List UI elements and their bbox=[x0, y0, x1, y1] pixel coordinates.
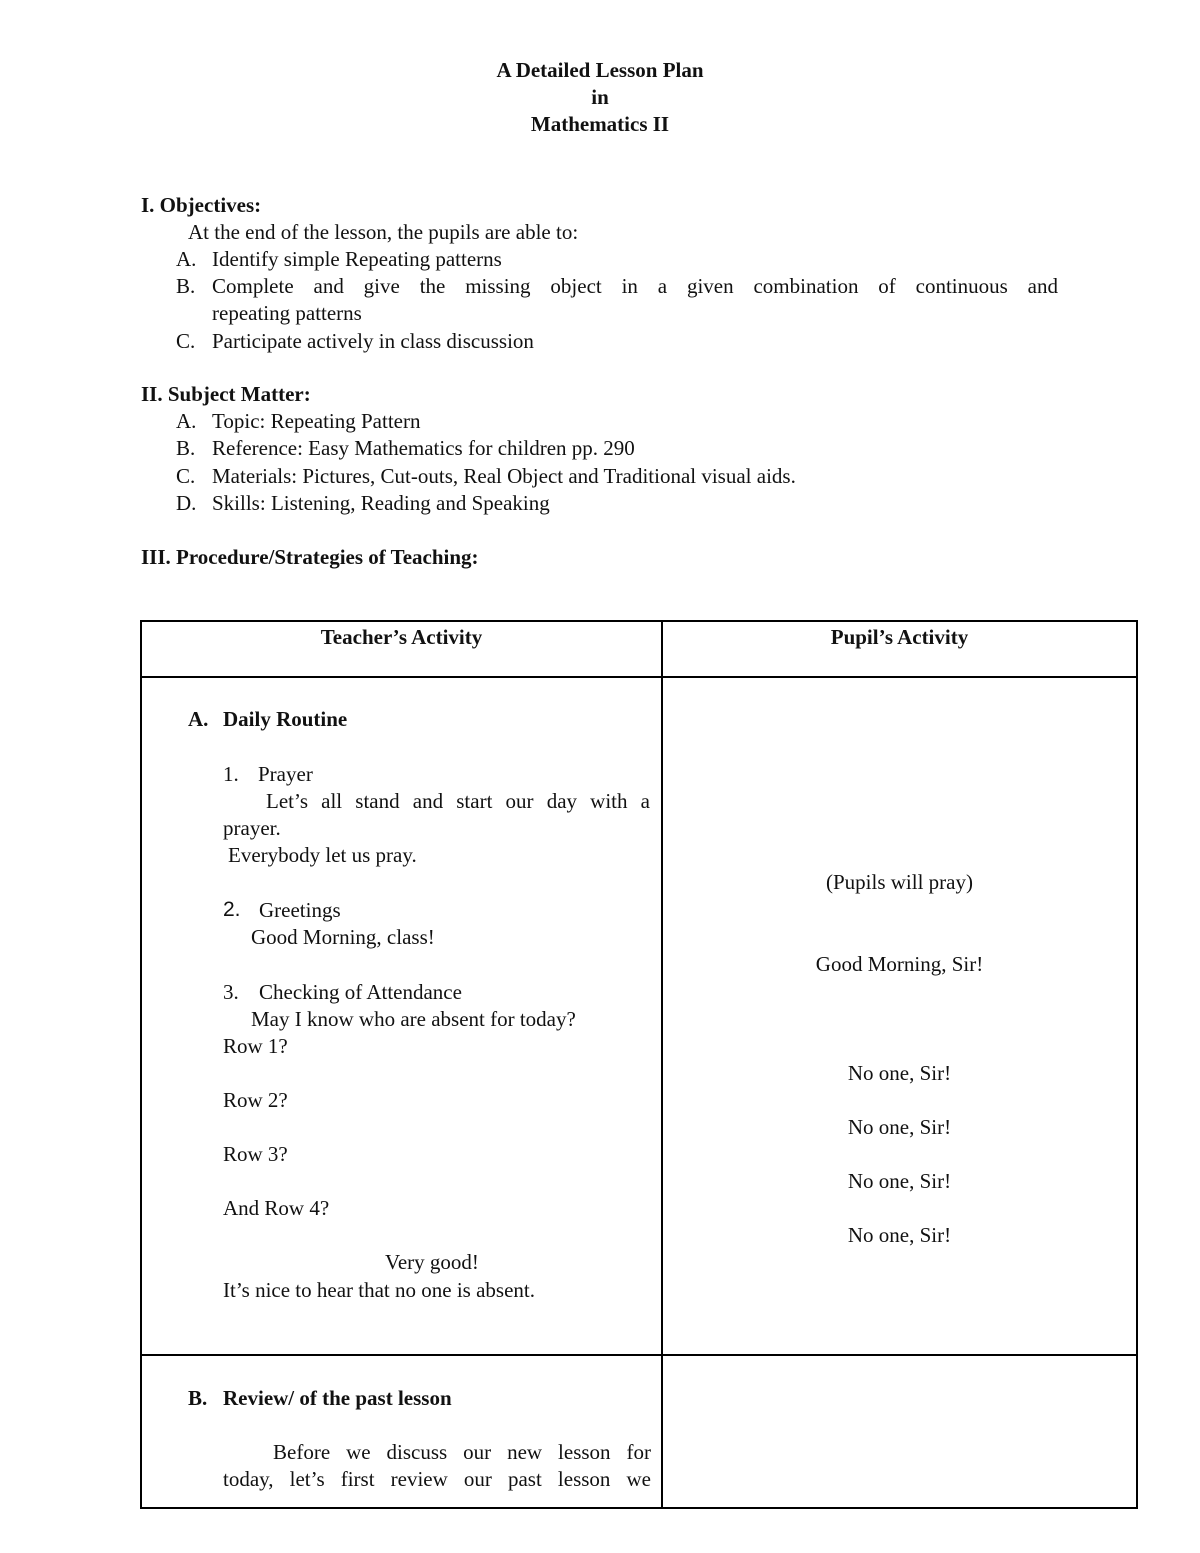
row4-question: And Row 4? bbox=[223, 1196, 330, 1220]
subject-matter-heading: II. Subject Matter: bbox=[141, 382, 311, 406]
no-absent-text: It’s nice to hear that no one is absent. bbox=[223, 1278, 535, 1302]
review-title: Review/ of the past lesson bbox=[223, 1386, 452, 1410]
subject-b-letter: B. bbox=[176, 436, 196, 460]
row2-question: Row 2? bbox=[223, 1088, 288, 1112]
row1-question: Row 1? bbox=[223, 1034, 288, 1058]
teacher-activity-header: Teacher’s Activity bbox=[320, 625, 483, 649]
table-header-divider bbox=[140, 676, 1138, 678]
attendance-line: May I know who are absent for today? bbox=[251, 1007, 576, 1031]
table-border-right bbox=[1136, 620, 1138, 1509]
row3-question: Row 3? bbox=[223, 1142, 288, 1166]
prayer-number: 1. bbox=[223, 762, 239, 786]
pupil-row3-response: No one, Sir! bbox=[847, 1169, 952, 1193]
subject-a-letter: A. bbox=[176, 409, 197, 433]
objective-a-letter: A. bbox=[176, 247, 197, 271]
objective-c-text: Participate actively in class discussion bbox=[212, 329, 534, 353]
objective-b-letter: B. bbox=[176, 274, 196, 298]
objective-a-text: Identify simple Repeating patterns bbox=[212, 247, 502, 271]
table-border-bottom bbox=[140, 1507, 1138, 1509]
attendance-number: 3. bbox=[223, 980, 239, 1004]
pupil-row1-response: No one, Sir! bbox=[847, 1061, 952, 1085]
subject-reference: Reference: Easy Mathematics for children pp. 290 bbox=[212, 436, 635, 460]
objectives-intro: At the end of the lesson, the pupils are able to: bbox=[188, 220, 579, 244]
pupil-activity-header: Pupil’s Activity bbox=[830, 625, 969, 649]
subject-d-letter: D. bbox=[176, 491, 197, 515]
review-line1: Before we discuss our new lesson for bbox=[273, 1440, 651, 1464]
subject-topic: Topic: Repeating Pattern bbox=[212, 409, 421, 433]
procedure-heading: III. Procedure/Strategies of Teaching: bbox=[141, 545, 479, 569]
review-line2: today, let’s first review our past lesson we bbox=[223, 1467, 651, 1491]
routine-letter: A. bbox=[188, 707, 209, 731]
greetings-number: 2. bbox=[223, 898, 241, 921]
pupil-row2-response: No one, Sir! bbox=[847, 1115, 952, 1139]
subject-c-letter: C. bbox=[176, 464, 196, 488]
objective-b-text: Complete and give the missing object in a given combination of continuous and bbox=[212, 274, 1058, 298]
table-border-top bbox=[140, 620, 1138, 622]
prayer-line1: Let’s all stand and start our day with a bbox=[266, 789, 650, 813]
attendance-title: Checking of Attendance bbox=[259, 980, 462, 1004]
table-border-left bbox=[140, 620, 142, 1509]
greetings-title: Greetings bbox=[259, 898, 341, 922]
table-row-divider bbox=[140, 1354, 1138, 1356]
greetings-line: Good Morning, class! bbox=[251, 925, 435, 949]
objective-b-text-cont: repeating patterns bbox=[212, 301, 362, 325]
subject-skills: Skills: Listening, Reading and Speaking bbox=[212, 491, 550, 515]
pupil-greet-response: Good Morning, Sir! bbox=[815, 952, 984, 976]
prayer-title: Prayer bbox=[258, 762, 313, 786]
objective-c-letter: C. bbox=[176, 329, 196, 353]
routine-title: Daily Routine bbox=[223, 707, 348, 731]
objectives-heading: I. Objectives: bbox=[141, 193, 262, 217]
doc-title-line2: in bbox=[591, 85, 609, 109]
pupil-row4-response: No one, Sir! bbox=[847, 1223, 952, 1247]
pupil-pray-response: (Pupils will pray) bbox=[826, 870, 973, 894]
doc-title-line1: A Detailed Lesson Plan bbox=[496, 58, 704, 82]
very-good-text: Very good! bbox=[385, 1250, 479, 1274]
prayer-line3: Everybody let us pray. bbox=[228, 843, 417, 867]
review-letter: B. bbox=[188, 1386, 208, 1410]
prayer-line2: prayer. bbox=[223, 816, 281, 840]
doc-title-line3: Mathematics II bbox=[530, 112, 670, 136]
subject-materials: Materials: Pictures, Cut-outs, Real Object and Traditional visual aids. bbox=[212, 464, 796, 488]
